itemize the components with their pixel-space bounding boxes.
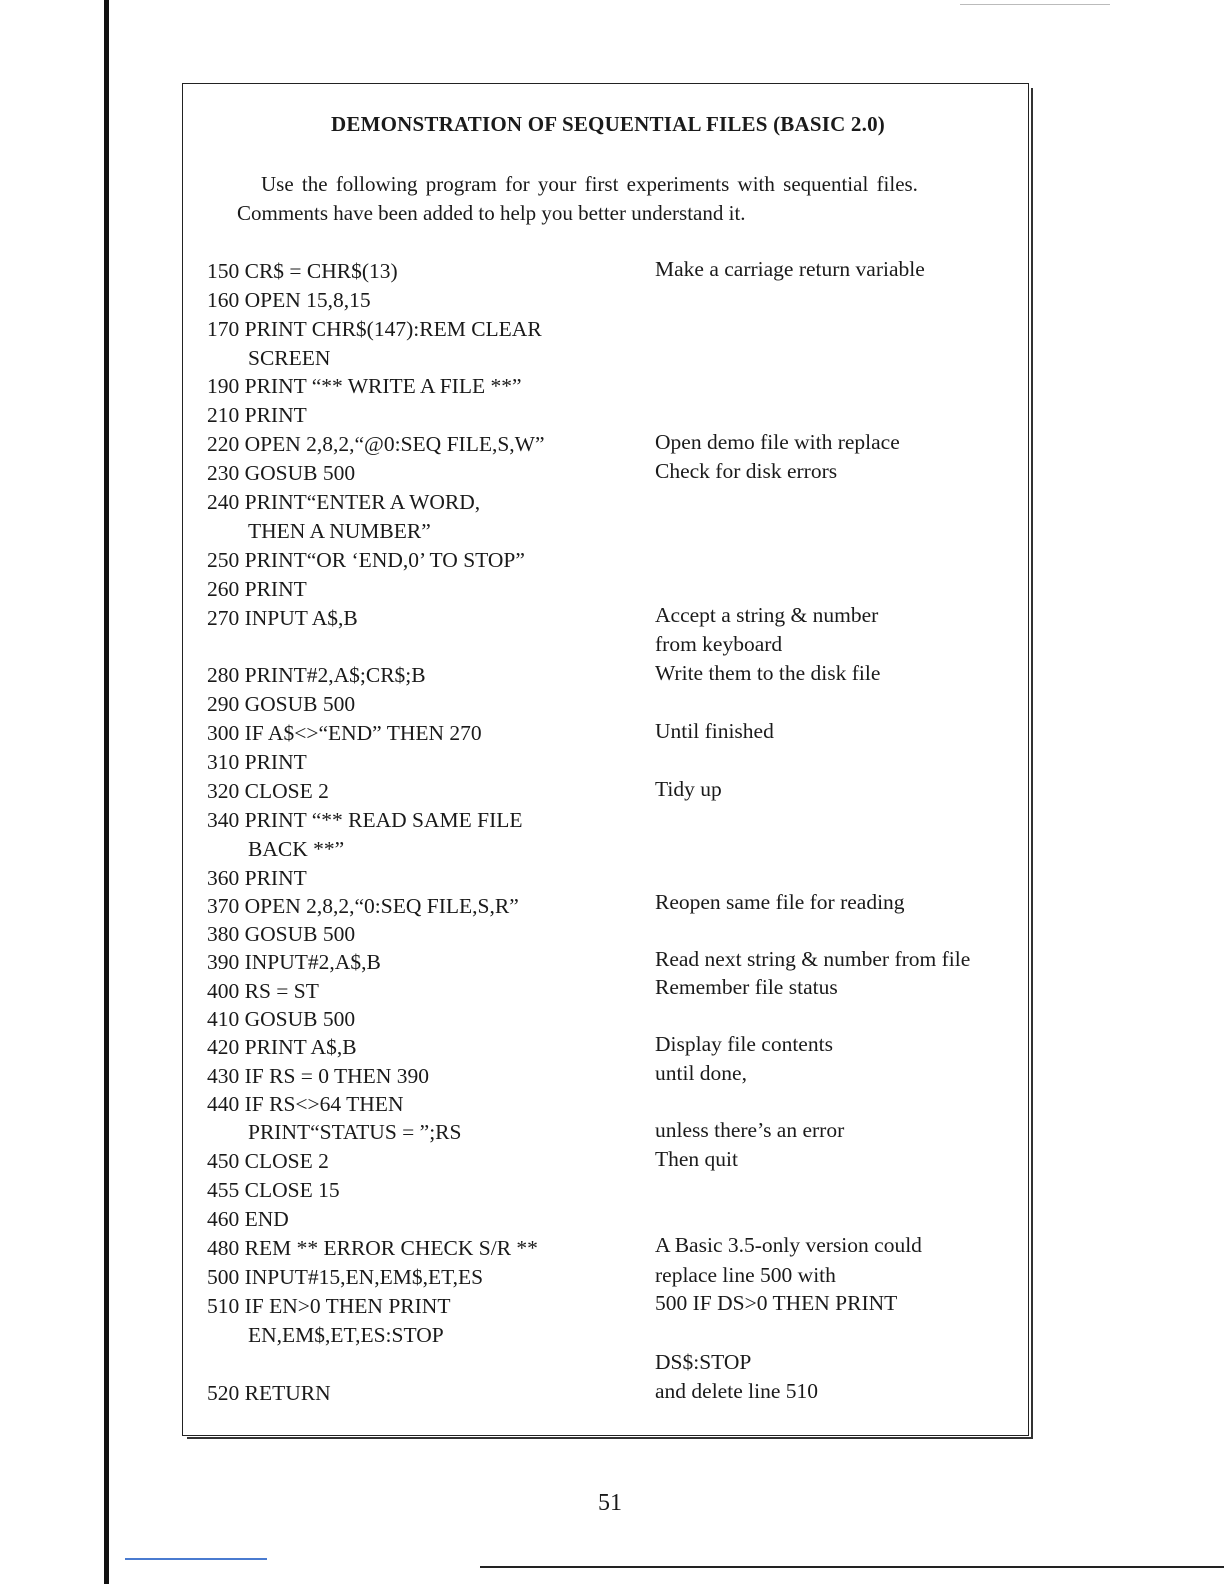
- code-line: 380 GOSUB 500: [207, 922, 356, 946]
- code-comment: replace line 500 with: [655, 1263, 836, 1287]
- code-line: 210 PRINT: [207, 403, 307, 427]
- code-line: 250 PRINT“OR ‘END,0’ TO STOP”: [207, 548, 525, 572]
- code-comment: A Basic 3.5-only version could: [655, 1233, 922, 1257]
- code-line: 320 CLOSE 2: [207, 779, 329, 803]
- code-line: 280 PRINT#2,A$;CR$;B: [207, 663, 426, 687]
- code-line: 370 OPEN 2,8,2,“0:SEQ FILE,S,R”: [207, 894, 519, 918]
- page-number: 51: [598, 1490, 622, 1516]
- bottom-rule-blue: [125, 1558, 267, 1560]
- code-line: 450 CLOSE 2: [207, 1149, 329, 1173]
- code-comment: Until finished: [655, 719, 774, 743]
- code-line: 310 PRINT: [207, 750, 307, 774]
- code-comment: Display file contents: [655, 1032, 833, 1056]
- intro-line: Comments have been added to help you better understand it.: [237, 201, 746, 225]
- code-comment: Tidy up: [655, 777, 722, 801]
- code-line: 420 PRINT A$,B: [207, 1035, 357, 1059]
- code-line: 260 PRINT: [207, 577, 307, 601]
- code-line: 220 OPEN 2,8,2,“@0:SEQ FILE,S,W”: [207, 432, 545, 456]
- code-line: SCREEN: [248, 346, 331, 370]
- code-comment: unless there’s an error: [655, 1118, 845, 1142]
- code-line: 190 PRINT “** WRITE A FILE **”: [207, 374, 522, 398]
- code-line: 240 PRINT“ENTER A WORD,: [207, 490, 481, 514]
- code-line: 520 RETURN: [207, 1381, 331, 1405]
- code-line: 410 GOSUB 500: [207, 1007, 356, 1031]
- code-comment: Remember file status: [655, 975, 838, 999]
- code-comment: Write them to the disk file: [655, 661, 881, 685]
- binding-edge: [104, 0, 109, 1584]
- code-comment: Read next string & number from file: [655, 947, 971, 971]
- program-box-shadow-right: [1031, 88, 1033, 1439]
- code-line: 150 CR$ = CHR$(13): [207, 259, 398, 283]
- code-line: 230 GOSUB 500: [207, 461, 356, 485]
- code-line: 400 RS = ST: [207, 979, 319, 1003]
- code-line: 270 INPUT A$,B: [207, 606, 358, 630]
- code-comment: Make a carriage return variable: [655, 257, 925, 281]
- code-line: 360 PRINT: [207, 866, 307, 890]
- code-line: 500 INPUT#15,EN,EM$,ET,ES: [207, 1265, 484, 1289]
- code-line: THEN A NUMBER”: [248, 519, 431, 543]
- code-line: 170 PRINT CHR$(147):REM CLEAR: [207, 317, 542, 341]
- code-comment: from keyboard: [655, 632, 783, 656]
- code-line: 340 PRINT “** READ SAME FILE: [207, 808, 523, 832]
- page-title: DEMONSTRATION OF SEQUENTIAL FILES (BASIC 2.0): [331, 112, 885, 136]
- code-line: 455 CLOSE 15: [207, 1178, 340, 1202]
- code-line: 430 IF RS = 0 THEN 390: [207, 1064, 429, 1088]
- code-line: 440 IF RS<>64 THEN: [207, 1092, 404, 1116]
- code-line: 160 OPEN 15,8,15: [207, 288, 371, 312]
- code-line: BACK **”: [248, 837, 345, 861]
- code-line: EN,EM$,ET,ES:STOP: [248, 1323, 444, 1347]
- code-comment: Then quit: [655, 1147, 738, 1171]
- code-comment: Open demo file with replace: [655, 430, 900, 454]
- intro-line: Use the following program for your first experiments with sequential files.: [261, 172, 918, 196]
- code-line: 460 END: [207, 1207, 289, 1231]
- code-line: 300 IF A$<>“END” THEN 270: [207, 721, 482, 745]
- code-line: 480 REM ** ERROR CHECK S/R **: [207, 1236, 538, 1260]
- code-comment: and delete line 510: [655, 1379, 818, 1403]
- bottom-rule: [480, 1566, 1224, 1568]
- code-comment: until done,: [655, 1061, 747, 1085]
- code-comment: Check for disk errors: [655, 459, 838, 483]
- code-comment: Accept a string & number: [655, 603, 879, 627]
- code-line: 390 INPUT#2,A$,B: [207, 950, 381, 974]
- code-comment: Reopen same file for reading: [655, 890, 905, 914]
- top-rule: [960, 4, 1110, 5]
- code-line: 290 GOSUB 500: [207, 692, 356, 716]
- code-line: PRINT“STATUS = ”;RS: [248, 1120, 462, 1144]
- program-box-shadow-bottom: [187, 1437, 1033, 1439]
- code-line: 510 IF EN>0 THEN PRINT: [207, 1294, 451, 1318]
- code-comment: DS$:STOP: [655, 1350, 752, 1374]
- code-comment: 500 IF DS>0 THEN PRINT: [655, 1291, 898, 1315]
